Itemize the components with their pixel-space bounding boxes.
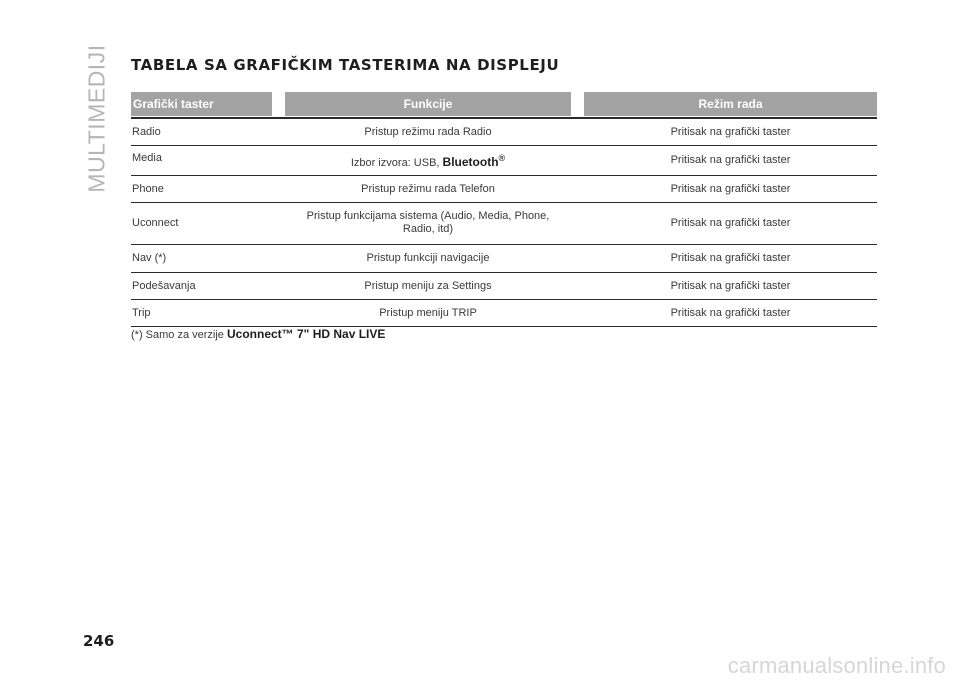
row-key: Nav (*) (132, 252, 167, 264)
table-row (131, 119, 877, 146)
row-function: Pristup režimu rada Radio (364, 125, 492, 138)
side-label-text: MULTIMEDIJI (83, 43, 110, 193)
header-graphic-button: Grafički taster (131, 92, 272, 116)
row-function-line-1: Pristup funkcijama sistema (Audio, Media, Phone, (306, 210, 550, 222)
table-row (131, 176, 877, 203)
row-function: Pristup meniju za Settings (364, 279, 492, 292)
table-row (131, 273, 877, 300)
header-functions: Funkcije (285, 92, 571, 116)
table-body (131, 119, 877, 327)
row-mode: Pritisak na grafički taster (670, 182, 791, 195)
registered-mark: ® (498, 153, 506, 163)
row-key: Radio (132, 125, 161, 138)
row-key: Uconnect (132, 217, 179, 229)
section-side-label (82, 43, 112, 193)
row-mode: Pritisak na grafički taster (670, 125, 791, 138)
row-mode: Pritisak na grafički taster (670, 306, 791, 319)
table-footnote (131, 327, 385, 341)
footnote-prefix: (*) Samo za verzije (131, 329, 224, 341)
row-mode: Pritisak na grafički taster (670, 154, 791, 166)
graphic-buttons-table (131, 92, 877, 327)
row-function: Pristup meniju TRIP (379, 306, 477, 319)
row-key: Phone (132, 182, 164, 195)
table-row (131, 203, 877, 245)
row-function (285, 210, 571, 236)
row-mode: Pritisak na grafički taster (670, 252, 791, 264)
row-function: Pristup funkciji navigacije (366, 252, 490, 264)
table-row (131, 146, 877, 176)
row-key: Trip (132, 306, 151, 319)
table-row (131, 300, 877, 327)
row-function-prefix: Izbor izvora: USB, (350, 157, 440, 169)
row-function (285, 151, 571, 169)
row-function: Pristup režimu rada Telefon (361, 182, 495, 195)
bluetooth-brand: Bluetooth (442, 155, 499, 169)
table-row (131, 245, 877, 273)
page-number: 246 (83, 632, 115, 650)
table-header (131, 92, 877, 116)
row-key: Podešavanja (132, 279, 196, 292)
header-operating-mode: Režim rada (584, 92, 877, 116)
row-function-line-2: Radio, itd) (402, 223, 454, 235)
watermark: carmanualsonline.info (727, 653, 946, 678)
row-key: Media (132, 151, 162, 164)
footnote-brand: Uconnect™ 7" HD Nav LIVE (226, 327, 386, 341)
section-title: TABELA SA GRAFIČKIM TASTERIMA NA DISPLEJU (131, 56, 560, 74)
row-mode: Pritisak na grafički taster (670, 279, 791, 292)
row-mode: Pritisak na grafički taster (670, 217, 791, 229)
